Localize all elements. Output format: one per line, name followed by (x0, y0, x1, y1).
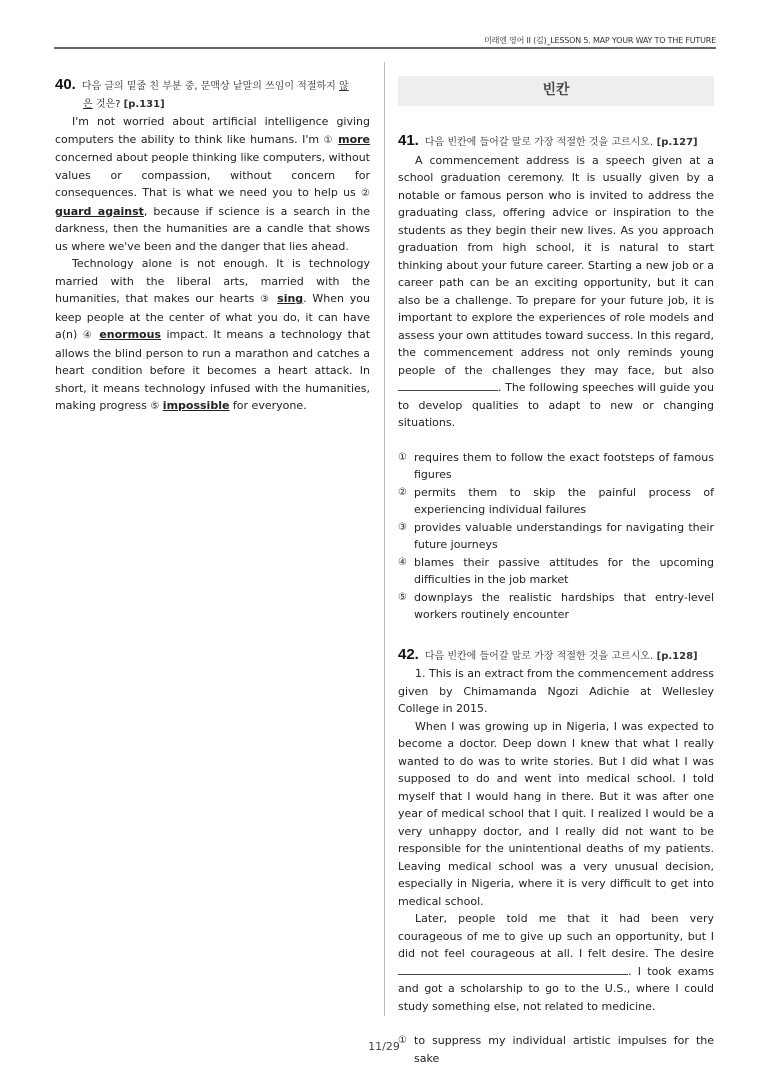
q41-prompt: 다음 빈칸에 들어갈 말로 가장 적절한 것을 고르시오. (424, 137, 654, 148)
q40-choice-1: more (338, 132, 371, 146)
q42-blank (398, 963, 628, 975)
header-title: 미래엔 영어 II (김)_LESSON 5. MAP YOUR WAY TO THE FUTURE (484, 36, 716, 45)
q41-options (398, 449, 714, 624)
q42-prompt: 다음 빈칸에 들어갈 말로 가장 적절한 것을 고르시오. (424, 650, 654, 662)
q40-choice-3: sing (277, 292, 304, 305)
q41-option-2: ② permits them to skip the painful process of experiencing individual failures (398, 485, 714, 516)
left-column (55, 76, 370, 416)
right-column (398, 76, 714, 1067)
q41-blank (398, 379, 498, 391)
page-number: 11/29 (368, 1040, 400, 1053)
header-rule (54, 47, 716, 49)
q42-ref: [p.128] (656, 650, 698, 662)
section-title-box (398, 76, 714, 106)
q42-number: 42. (398, 645, 419, 663)
section-title: 빈칸 (542, 82, 570, 99)
q40-prompt-continued: 은 것은? [p.131] (83, 98, 165, 110)
q40-ref: [p.131] (123, 98, 165, 110)
q42-intro: 1. This is an extract from the commencement address given by Chimamanda Ngozi Adichie at Wellesley College in 2015. (398, 667, 714, 715)
q41-heading (398, 132, 714, 152)
q40-choice-2: guard against (55, 204, 144, 218)
q42-paragraph-1: When I was growing up in Nigeria, I was expected to become a doctor. Deep down I knew that what I really wanted to do was to write stories. But I did what I was supposed to do and went into medical school. I told myself that I would hang in there. But it was after one year of medical school that I quit. I realized I would be a very unhappy doctor, and I really did not want to be responsible for the unintentional deaths of my patients. Leaving medical school was a very unusual decision, especially in Nigeria, where it is very difficult to get into medical school. (398, 719, 714, 908)
q40-paragraph-1: I'm not worried about artificial intelligence giving computers the ability to think like humans. I'm ① more concerned about people thinking like computers, without values or compassion, without concern for consequences. That is what we need you to help us ② guard against, because if science is a search in the darkness, then the humanities are a candle that shows us where we've been and the danger that lies ahead. (55, 115, 371, 253)
q41-option-5: ⑤ downplays the realistic hardships that entry-level workers routinely encounter (398, 590, 714, 621)
q42-option-1: ① to suppress my individual artistic impulses for the sake (398, 1034, 714, 1065)
q41-option-1: ① requires them to follow the exact footsteps of famous figures (398, 450, 714, 481)
q41-number: 41. (398, 132, 419, 149)
column-divider (384, 62, 385, 1016)
q40-heading (55, 76, 370, 96)
q40-paragraph-2: Technology alone is not enough. It is technology married with the liberal arts, married with the humanities, that makes our hearts ③ sing. When you keep people at the center of what you do, it can have a(n) ④ enormous impact. It means a technology that allows the blind person to run a marathon and catches a heart condition before it becomes a heart attack. In short, it means technology infused with the humanities, making progress ⑤ impossible for everyone. (55, 257, 371, 412)
q40-number: 40. (55, 76, 76, 93)
q42-heading (398, 646, 714, 666)
q40-choice-5: impossible (162, 399, 230, 412)
q40-prompt: 다음 글의 밑줄 친 부분 중, 문맥상 낱말의 쓰임이 적절하지 않 (81, 81, 349, 92)
q41-ref: [p.127] (656, 137, 698, 148)
q42-paragraph-2: Later, people told me that it had been very courageous of me to give up such an opportunity, but I did not feel courageous at all. I felt desire. The desire . I took exams and got a scholarship to go to the U.S., where I could study something else, not related to medicine. (398, 912, 714, 1013)
q41-passage: A commencement address is a speech given at a school graduation ceremony. It is usually given by a notable or famous person who is invited to address the graduating class, offering advice or inspiration to the students as they begin their new lives. As you approach graduation from high school, it is natural to start thinking about your future career. Starting a new job or a career path can be an exciting opportunity, but it can also be a challenge. To prepare for your future job, it is important to explore the experiences of role models and assess your own attitudes toward success. In this regard, the commencement address not only reminds young people of the challenges they may face, but also . The following speeches will guide you to develop qualities to adapt to new or changing situations. (398, 153, 714, 429)
q41-option-3: ③ provides valuable understandings for navigating their future journeys (398, 520, 714, 551)
q40-choice-4: enormous (99, 328, 161, 341)
q41-option-4: ④ blames their passive attitudes for the upcoming difficulties in the job market (398, 555, 714, 586)
